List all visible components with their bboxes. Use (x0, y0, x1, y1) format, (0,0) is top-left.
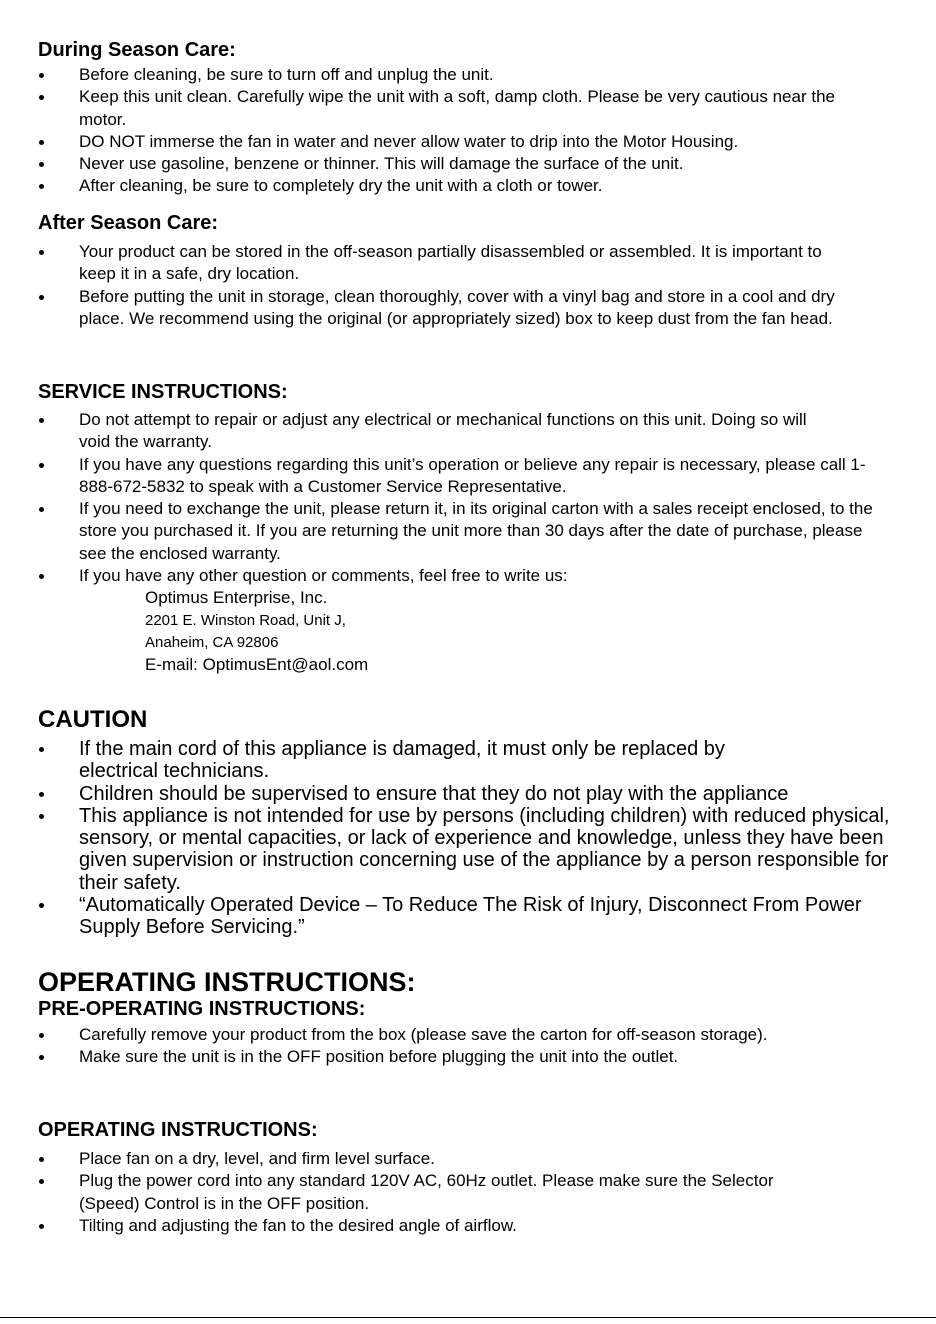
list-item: If you have any questions regarding this unit’s operation or believe any repair is necessary, please call 1-888-672-5832 to speak with a Customer Service Representative. (0, 454, 936, 499)
list-item: Keep this unit clean. Carefully wipe the unit with a soft, damp cloth. Please be very cautious near the motor. (0, 86, 936, 131)
pre-operating-list (0, 1024, 936, 1069)
list-item (0, 565, 936, 676)
city-address: Anaheim, CA 92806 (145, 633, 279, 651)
list-item: After cleaning, be sure to completely dry the unit with a cloth or tower. (0, 175, 936, 197)
list-item: Children should be supervised to ensure that they do not play with the appliance (0, 783, 936, 805)
list-item: “Automatically Operated Device – To Reduce The Risk of Injury, Disconnect From Power Supply Before Servicing.” (0, 894, 936, 939)
list-item: Before putting the unit in storage, clean thoroughly, cover with a vinyl bag and store in a cool and dry place. We recommend using the original (or appropriately sized) box to keep dust from the fan head. (0, 286, 936, 331)
list-item: Place fan on a dry, level, and firm level surface. (0, 1148, 936, 1170)
list-item: Never use gasoline, benzene or thinner. This will damage the surface of the unit. (0, 153, 936, 175)
operating-heading: OPERATING INSTRUCTIONS: (38, 1119, 318, 1141)
pre-operating-heading: PRE-OPERATING INSTRUCTIONS: (38, 998, 366, 1020)
service-list (0, 409, 936, 677)
list-item: Before cleaning, be sure to turn off and unplug the unit. (0, 64, 936, 86)
list-item: DO NOT immerse the fan in water and never allow water to drip into the Motor Housing. (0, 131, 936, 153)
service-heading: SERVICE INSTRUCTIONS: (38, 381, 288, 403)
operating-main-heading: OPERATING INSTRUCTIONS: (38, 967, 416, 997)
list-item: If you need to exchange the unit, please return it, in its original carton with a sales receipt enclosed, to the store you purchased it. If you are returning the unit more than 30 days after the date of purchase, please see the enclosed warranty. (0, 498, 936, 565)
during-season-list (0, 64, 936, 198)
street-address: 2201 E. Winston Road, Unit J, (145, 611, 346, 629)
list-item: Do not attempt to repair or adjust any electrical or mechanical functions on this unit. Doing so will void the warranty. (0, 409, 936, 454)
after-season-heading: After Season Care: (38, 212, 219, 234)
write-us-text: If you have any other question or comments, feel free to write us: (79, 566, 568, 586)
list-item: Plug the power cord into any standard 120V AC, 60Hz outlet. Please make sure the Selector (Speed) Control is in the OFF position. (0, 1170, 936, 1215)
list-item: If the main cord of this appliance is damaged, it must only be replaced by electrical technicians. (0, 738, 936, 783)
during-season-heading: During Season Care: (38, 39, 236, 61)
list-item: This appliance is not intended for use by persons (including children) with reduced physical, sensory, or mental capacities, or lack of experience and knowledge, unless they have been given supervision or instruction concerning use of the appliance by a person responsible for their safety. (0, 805, 936, 894)
list-item: Tilting and adjusting the fan to the desired angle of airflow. (0, 1215, 936, 1237)
list-item: Your product can be stored in the off-season partially disassembled or assembled. It is important to keep it in a safe, dry location. (0, 241, 936, 286)
footer-divider (0, 1317, 936, 1318)
caution-heading: CAUTION (38, 706, 148, 733)
operating-list (0, 1148, 936, 1237)
list-item: Carefully remove your product from the box (please save the carton for off-season storage). (0, 1024, 936, 1046)
list-item: Make sure the unit is in the OFF position before plugging the unit into the outlet. (0, 1046, 936, 1068)
email-address: E-mail: OptimusEnt@aol.com (145, 655, 369, 675)
after-season-list (0, 241, 936, 330)
company-name: Optimus Enterprise, Inc. (145, 588, 328, 608)
caution-list (0, 738, 936, 939)
